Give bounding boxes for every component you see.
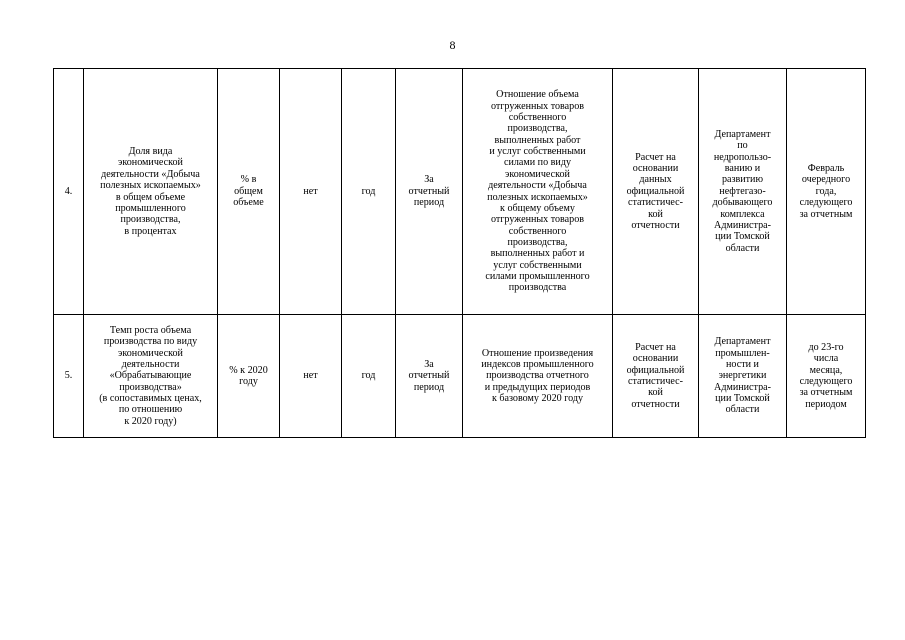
text-line: Администра-: [714, 219, 771, 231]
method-cell: [463, 69, 613, 315]
text-line: развитию: [721, 174, 764, 186]
text-line: производства отчетного: [486, 370, 589, 382]
text-line: производства,: [120, 214, 181, 226]
text-line: данных: [639, 174, 672, 186]
text-line: Расчет на: [635, 151, 676, 163]
text-line: основании: [632, 163, 679, 175]
text-line: экономической: [118, 347, 183, 359]
period-cell: [396, 315, 463, 438]
period-type-cell: год: [342, 315, 396, 438]
table-row: [54, 315, 866, 438]
text-line: Доля вида: [128, 146, 173, 158]
text-line: период: [413, 197, 445, 209]
unit-cell: [218, 69, 280, 315]
text-line: общем: [234, 185, 263, 197]
text-line: выполненных работ: [494, 134, 581, 146]
responsible-cell: [699, 315, 787, 438]
text-line: к базовому 2020 году: [491, 393, 584, 405]
text-line: по: [737, 140, 748, 152]
text-line: производства,: [507, 236, 568, 248]
text-line: Департамент: [714, 336, 771, 348]
text-line: % в: [240, 174, 257, 186]
text-line: За: [424, 174, 434, 186]
text-line: Отношение произведения: [481, 347, 594, 359]
text-line: отгруженных товаров: [490, 214, 585, 226]
text-line: области: [725, 242, 760, 254]
text-line: производства»: [119, 381, 182, 393]
text-line: кой: [648, 387, 663, 399]
text-line: статистичес-: [628, 376, 683, 387]
text-line: полезных ископаемых»: [100, 180, 201, 192]
text-line: отчетности: [631, 219, 680, 231]
text-line: области: [725, 404, 760, 416]
text-line: полезных ископаемых»: [487, 191, 588, 203]
text-line: года,: [815, 185, 837, 197]
text-line: деятельности «Добыча: [101, 168, 200, 180]
text-line: следующего: [799, 197, 853, 209]
method-cell: [463, 315, 613, 438]
unit-cell: [218, 315, 280, 438]
text-line: собственного: [508, 225, 567, 237]
text-line: в общем объеме: [115, 191, 186, 203]
flag-cell: нет: [280, 315, 342, 438]
text-line: нефтегазо-: [719, 185, 766, 197]
text-line: отчетный: [408, 370, 450, 382]
text-line: ции Томской: [715, 393, 770, 405]
text-line: за отчетным: [799, 208, 853, 220]
text-line: услуг собственными: [493, 259, 582, 271]
text-line: производства: [508, 282, 567, 294]
text-line: Расчет на: [635, 341, 676, 353]
text-line: период: [413, 381, 445, 393]
row-number: 4.: [54, 69, 84, 315]
text-line: официальной: [626, 364, 685, 376]
text-line: энергетики: [718, 370, 767, 382]
text-line: экономической: [505, 168, 570, 180]
text-line: и предыдущих периодов: [484, 381, 591, 393]
text-line: кой: [648, 208, 663, 220]
text-line: статистичес-: [628, 197, 683, 209]
text-line: производства по виду: [103, 336, 198, 348]
row-number: 5.: [54, 315, 84, 438]
text-line: Февраль: [807, 163, 845, 175]
text-line: официальной: [626, 185, 685, 197]
text-line: году: [239, 376, 258, 387]
deadline-cell: [787, 69, 866, 315]
text-line: силами по виду: [503, 157, 572, 169]
text-line: собственного: [508, 112, 567, 124]
text-line: периодом: [805, 398, 847, 410]
text-line: отчетности: [631, 398, 680, 410]
text-line: добывающего: [712, 197, 773, 209]
text-line: до 23-го: [808, 341, 844, 353]
text-line: (в сопоставимых ценах,: [99, 393, 202, 405]
text-line: по отношению: [118, 404, 183, 416]
text-line: к общему объему: [500, 202, 575, 214]
indicator-name: [84, 315, 218, 438]
text-line: ванию и: [724, 163, 761, 175]
text-line: промышлен-: [715, 347, 770, 359]
text-line: Департамент: [714, 129, 771, 141]
text-line: За: [424, 358, 434, 370]
text-line: недропользо-: [713, 151, 772, 163]
page-number: 8: [449, 38, 456, 52]
text-line: месяца,: [809, 364, 843, 376]
text-line: % к 2020: [229, 364, 268, 376]
text-line: и услуг собственными: [489, 146, 586, 158]
text-line: следующего: [799, 376, 853, 387]
period-type-cell: год: [342, 69, 396, 315]
text-line: индексов промышленного: [481, 358, 594, 370]
responsible-cell: [699, 69, 787, 315]
text-line: промышленного: [115, 202, 186, 214]
indicator-name: [84, 69, 218, 315]
flag-cell: нет: [280, 69, 342, 315]
period-cell: [396, 69, 463, 315]
text-line: основании: [632, 353, 679, 365]
text-line: деятельности «Добыча: [488, 180, 587, 192]
text-line: за отчетным: [799, 387, 853, 399]
text-line: очередного: [801, 174, 851, 186]
text-line: Отношение объема: [496, 89, 579, 101]
text-line: Темп роста объема: [109, 324, 192, 336]
text-line: к 2020 году): [124, 415, 177, 427]
indicator-table: [53, 68, 866, 438]
text-line: Администра-: [714, 381, 771, 393]
text-line: выполненных работ и: [490, 248, 585, 260]
text-line: «Обрабатывающие: [109, 370, 192, 382]
text-line: деятельности: [121, 358, 180, 370]
text-line: объеме: [233, 197, 264, 209]
source-cell: [613, 315, 699, 438]
text-line: комплекса: [720, 208, 765, 220]
text-line: производства,: [507, 123, 568, 135]
text-line: в процентах: [124, 225, 177, 237]
text-line: ции Томской: [715, 231, 770, 243]
deadline-cell: [787, 315, 866, 438]
source-cell: [613, 69, 699, 315]
text-line: ности и: [726, 358, 759, 370]
text-line: отгруженных товаров: [490, 100, 585, 112]
text-line: силами промышленного: [485, 270, 590, 282]
text-line: экономической: [118, 157, 183, 169]
text-line: отчетный: [408, 185, 450, 197]
table-row: [54, 69, 866, 315]
text-line: числа: [813, 353, 839, 365]
